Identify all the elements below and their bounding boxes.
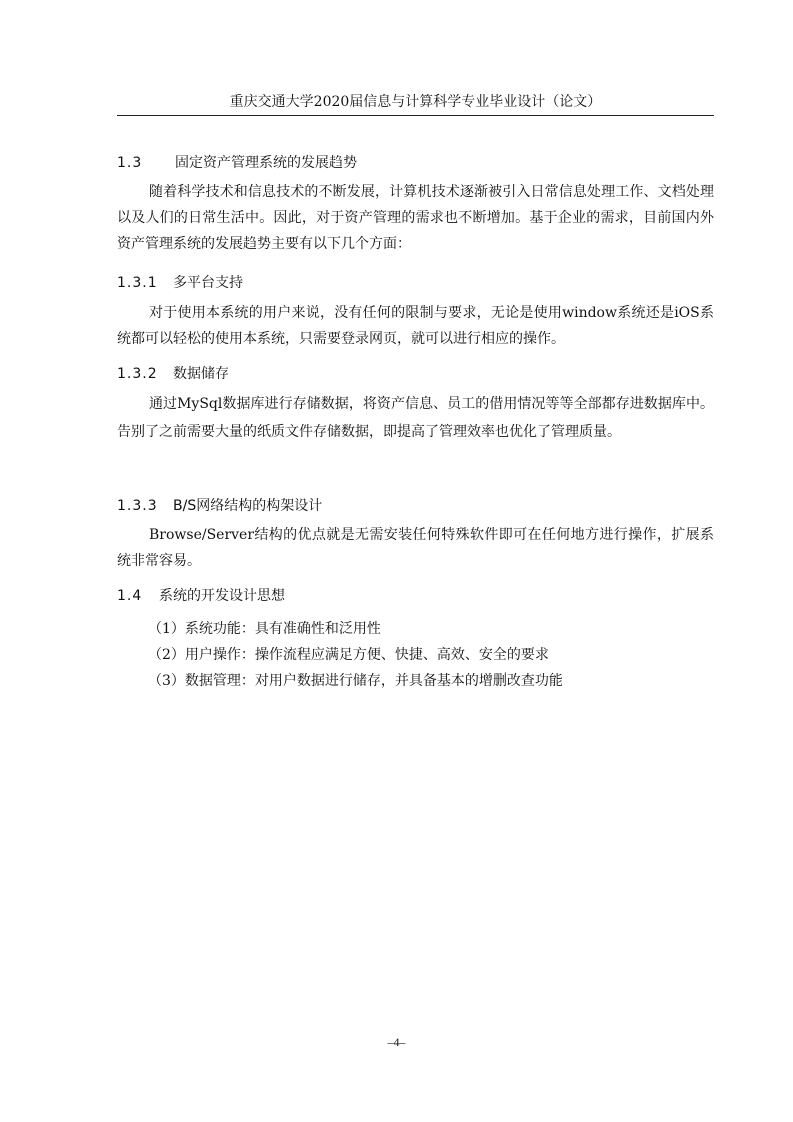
section-number: 1.4	[117, 588, 143, 604]
paragraph-1-3-2: 通过MySql数据库进行存储数据，将资产信息、员工的借用情况等等全部都存进数据库中。告别了之前需要大量的纸质文件存储数据，即提高了管理效率也优化了管理质量。	[117, 396, 714, 440]
list-item: （2）用户操作：操作流程应满足方便、快捷、高效、安全的要求	[148, 647, 549, 663]
section-number: 1.3	[117, 155, 143, 171]
section-title: 固定资产管理系统的发展趋势	[175, 155, 357, 171]
paragraph-1-3-1: 对于使用本系统的用户来说，没有任何的限制与要求，无论是使用window系统还是iOS系统都可以轻松的使用本系统，只需要登录网页，就可以进行相应的操作。	[117, 305, 714, 347]
page-number: –4–	[387, 1035, 406, 1049]
design-principles-list	[148, 616, 563, 694]
section-heading-1-4	[117, 586, 285, 606]
section-title: B/S网络结构的构架设计	[173, 498, 323, 514]
section-heading-1-3	[117, 153, 357, 173]
list-item: （1）系统功能：具有准确性和泛用性	[148, 621, 381, 637]
list-item: （3）数据管理：对用户数据进行储存，并具备基本的增删改查功能	[148, 673, 563, 689]
page-header: 重庆交通大学2020届信息与计算科学专业毕业设计（论文）	[229, 94, 602, 110]
paragraph-1-3-3: Browse/Server结构的优点就是无需安装任何特殊软件即可在任何地方进行操作，扩展系统非常容易。	[117, 527, 714, 569]
section-title: 数据储存	[173, 366, 229, 382]
section-number: 1.3.3	[117, 498, 158, 514]
section-heading-1-3-2	[117, 364, 229, 384]
section-title: 多平台支持	[173, 275, 243, 291]
section-heading-1-3-1	[117, 273, 243, 293]
section-title: 系统的开发设计思想	[159, 588, 285, 604]
section-number: 1.3.2	[117, 366, 158, 382]
section-number: 1.3.1	[117, 275, 158, 291]
header-divider	[117, 115, 714, 116]
section-heading-1-3-3	[117, 496, 322, 516]
paragraph-1-3: 随着科学技术和信息技术的不断发展，计算机技术逐渐被引入日常信息处理工作、文档处理以及人们的日常生活中。因此，对于资产管理的需求也不断增加。基于企业的需求，目前国内外资产管理系统的发展趋势主要有以下几个方面：	[117, 184, 714, 252]
